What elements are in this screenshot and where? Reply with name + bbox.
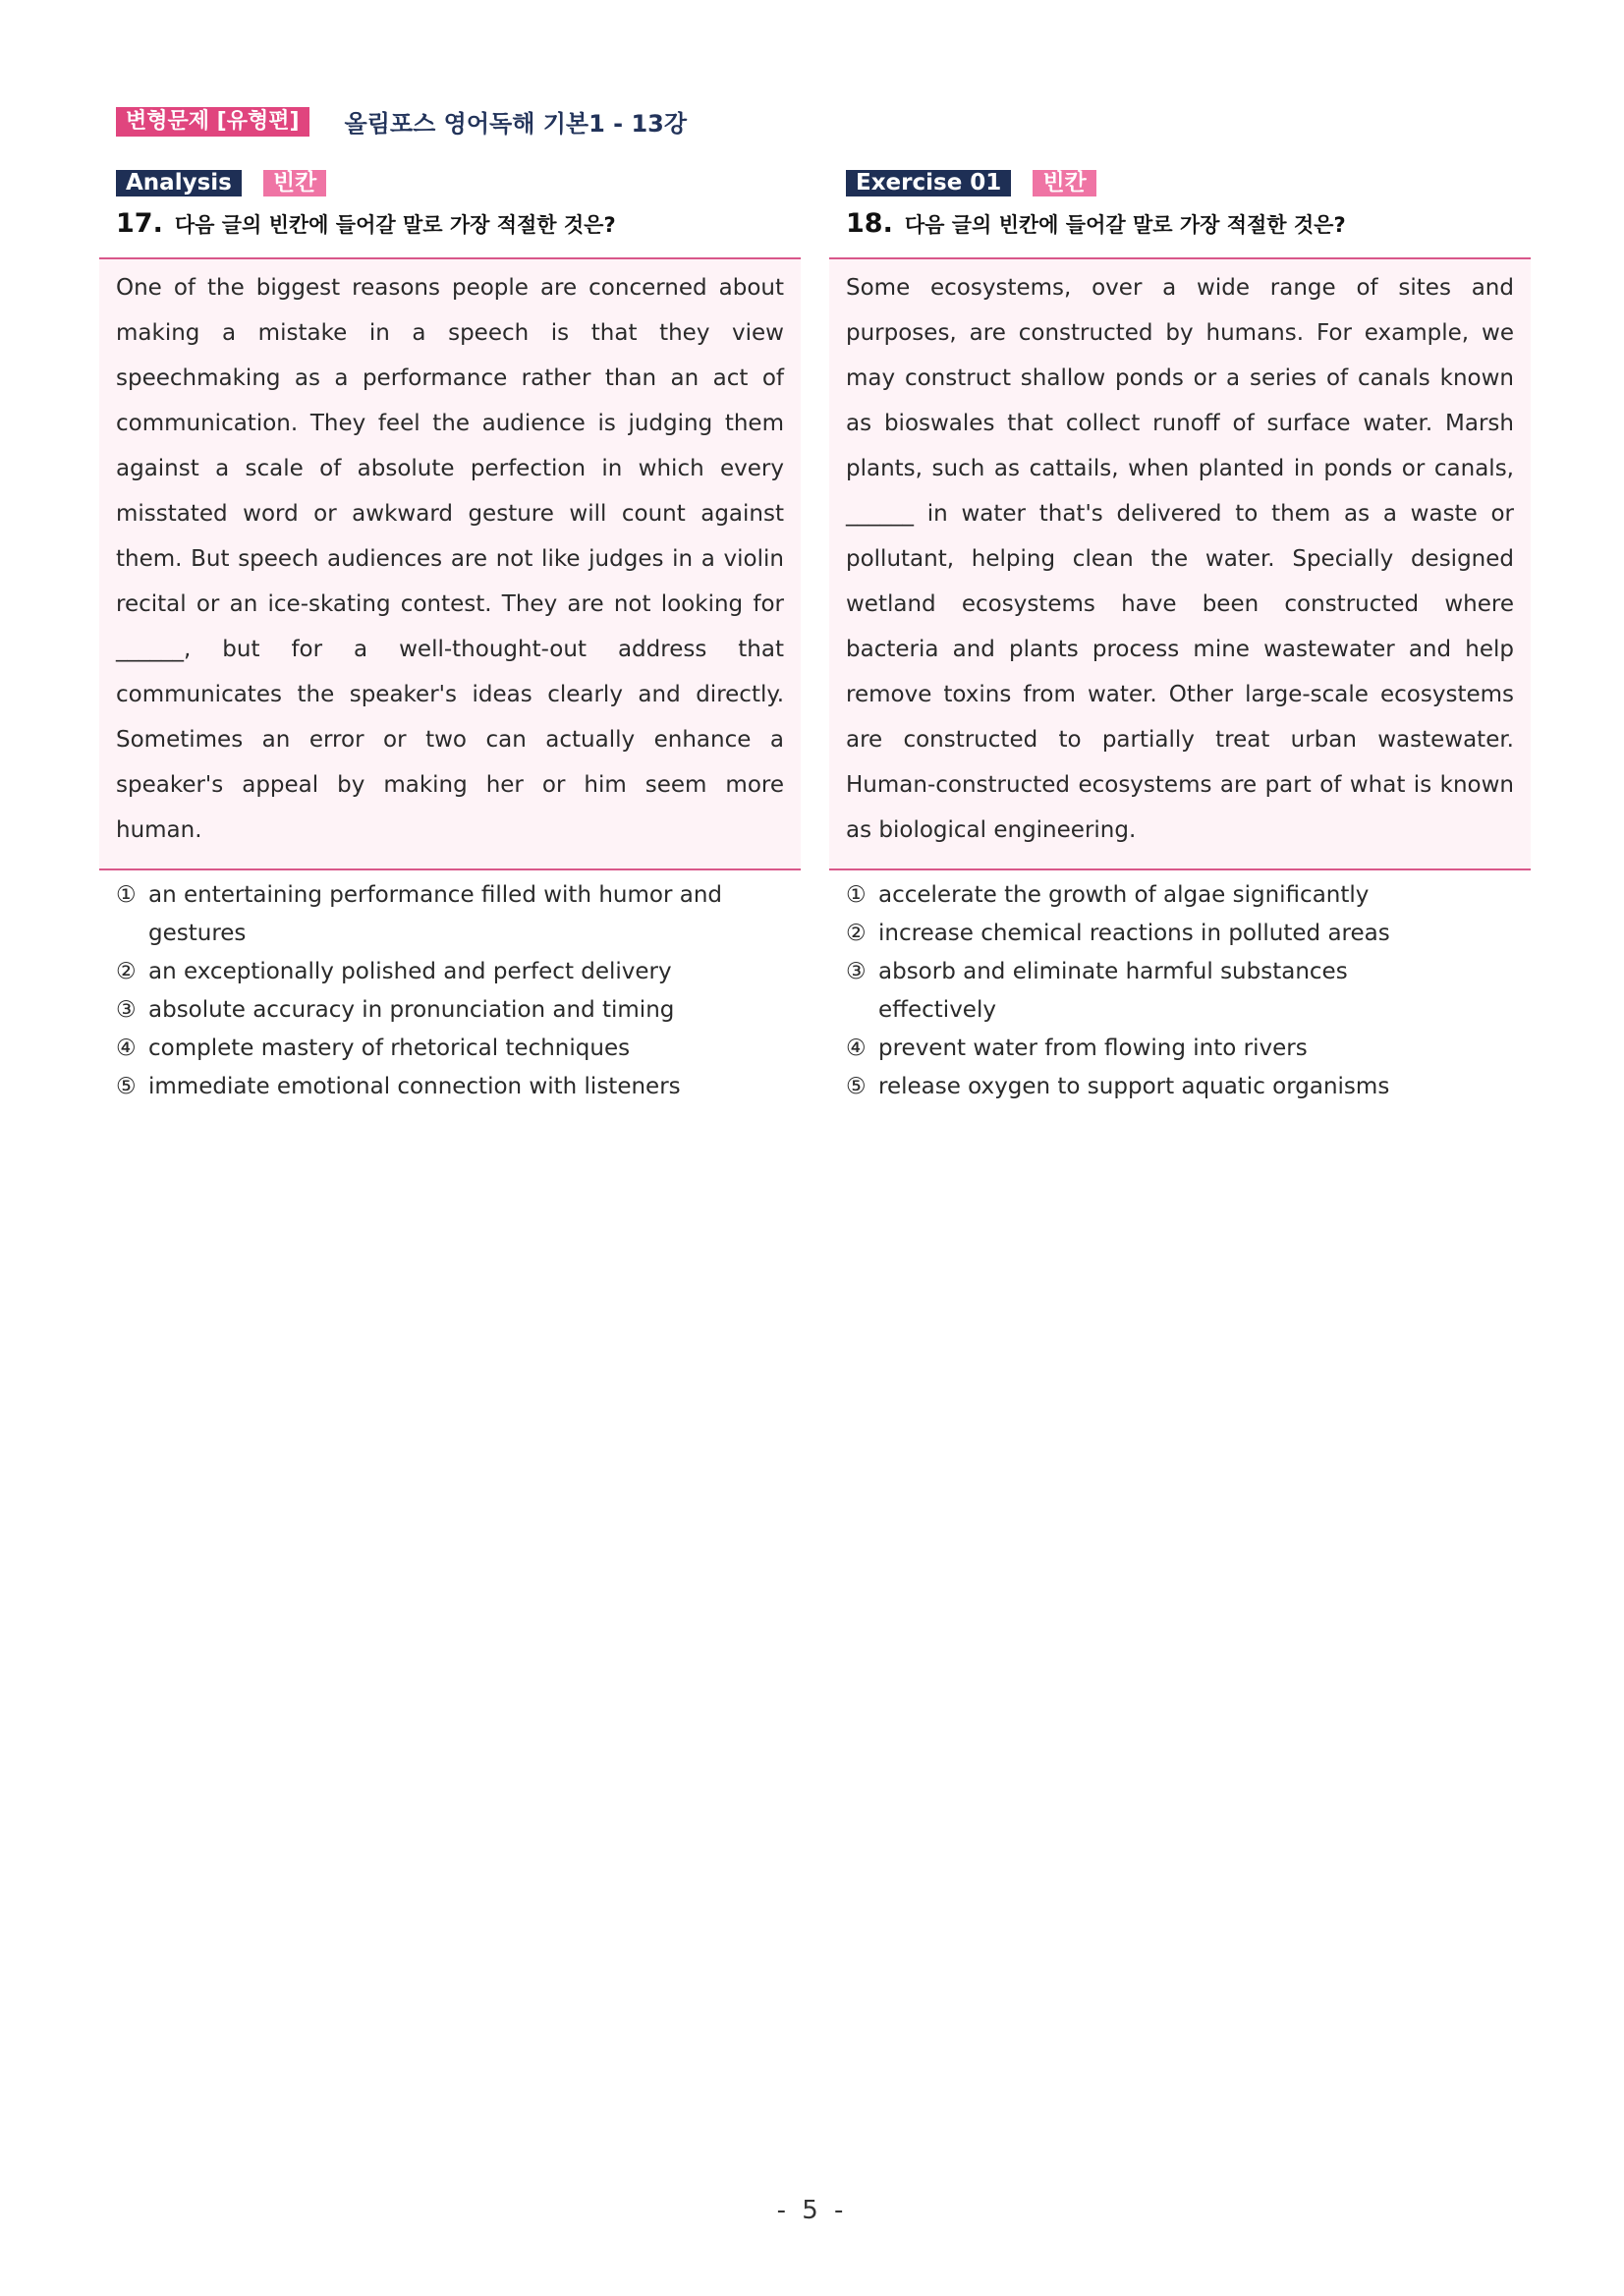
analysis-badge: Analysis: [116, 170, 242, 196]
question-text: 다음 글의 빈칸에 들어갈 말로 가장 적절한 것은?: [174, 213, 616, 237]
choice-item: [116, 953, 801, 991]
choice-item: [846, 915, 1531, 953]
choice-text: release oxygen to support aquatic organisms: [878, 1074, 1390, 1099]
passage: Some ecosystems, over a wide range of sites and purposes, are constructed by humans. For example, we may construct shallow ponds or a series of canals known as bioswales that collect runoff of surface water. Marsh plants, such as cattails, when planted in ponds or canals, ______ in water that's delivered to them as a waste or pollutant, helping clean the water. Specially designed wetland ecosystems have been constructed where bacteria and plants process mine wastewater and help remove toxins from water. Other large-scale ecosystems are constructed to partially treat urban wastewater. Human-constructed ecosystems are part of what is known as biological engineering.: [829, 257, 1531, 870]
choice-number: ⑤: [846, 1074, 867, 1099]
choice-number: ④: [116, 1036, 137, 1061]
page-number: - 5 -: [776, 2196, 848, 2225]
choice-text: complete mastery of rhetorical techniques: [148, 1036, 631, 1061]
choice-text: increase chemical reactions in polluted areas: [878, 921, 1390, 946]
choice-list: [116, 876, 801, 1106]
passage: One of the biggest reasons people are concerned about making a mistake in a speech is that they view speechmaking as a performance rather than an act of communication. They feel the audience is judging them against a scale of absolute perfection in which every misstated word or awkward gesture will count against them. But speech audiences are not like judges in a violin recital or an ice-skating contest. They are not looking for ______, but for a well-thought-out address that communicates the speaker's ideas clearly and directly. Sometimes an error or two can actually enhance a speaker's appeal by making her or him seem more human.: [99, 257, 801, 870]
choice-text: immediate emotional connection with listeners: [148, 1074, 681, 1099]
question-prompt: [116, 208, 801, 240]
exercise-badge: Exercise 01: [846, 170, 1011, 196]
choice-number: ①: [116, 882, 137, 908]
question-prompt: [846, 208, 1531, 240]
choice-text: an exceptionally polished and perfect delivery: [148, 959, 672, 984]
type-tag: 빈칸: [1033, 170, 1095, 196]
choice-text: an entertaining performance filled with humor and gestures: [148, 882, 723, 946]
page-header: [116, 104, 687, 139]
choice-item: [846, 876, 1531, 915]
series-title: 올림포스 영어독해 기본1 - 13강: [344, 110, 688, 138]
question-17-column: [99, 169, 801, 1106]
choice-text: absorb and eliminate harmful substances effectively: [878, 959, 1348, 1023]
question-text: 다음 글의 빈칸에 들어갈 말로 가장 적절한 것은?: [904, 213, 1346, 237]
question-number: 17.: [116, 208, 163, 239]
type-tag: 빈칸: [263, 170, 326, 196]
choice-number: ⑤: [116, 1074, 137, 1099]
choice-text: accelerate the growth of algae significantly: [878, 882, 1370, 908]
choice-item: [116, 991, 801, 1030]
choice-number: ③: [846, 959, 867, 984]
choice-text: prevent water from flowing into rivers: [878, 1036, 1308, 1061]
label-row: [116, 169, 801, 196]
choice-item: [116, 1030, 801, 1068]
choice-number: ②: [846, 921, 867, 946]
choice-text: absolute accuracy in pronunciation and timing: [148, 997, 675, 1023]
question-number: 18.: [846, 208, 893, 239]
choice-list: [846, 876, 1531, 1106]
header-tag: 변형문제 [유형편]: [116, 107, 309, 137]
question-18-column: [829, 169, 1531, 1106]
label-row: [846, 169, 1531, 196]
choice-number: ②: [116, 959, 137, 984]
choice-item: [116, 1068, 801, 1106]
choice-number: ④: [846, 1036, 867, 1061]
choice-number: ①: [846, 882, 867, 908]
choice-item: [846, 1068, 1531, 1106]
choice-item: [116, 876, 801, 953]
choice-item: [846, 953, 1531, 1030]
choice-item: [846, 1030, 1531, 1068]
choice-number: ③: [116, 997, 137, 1023]
